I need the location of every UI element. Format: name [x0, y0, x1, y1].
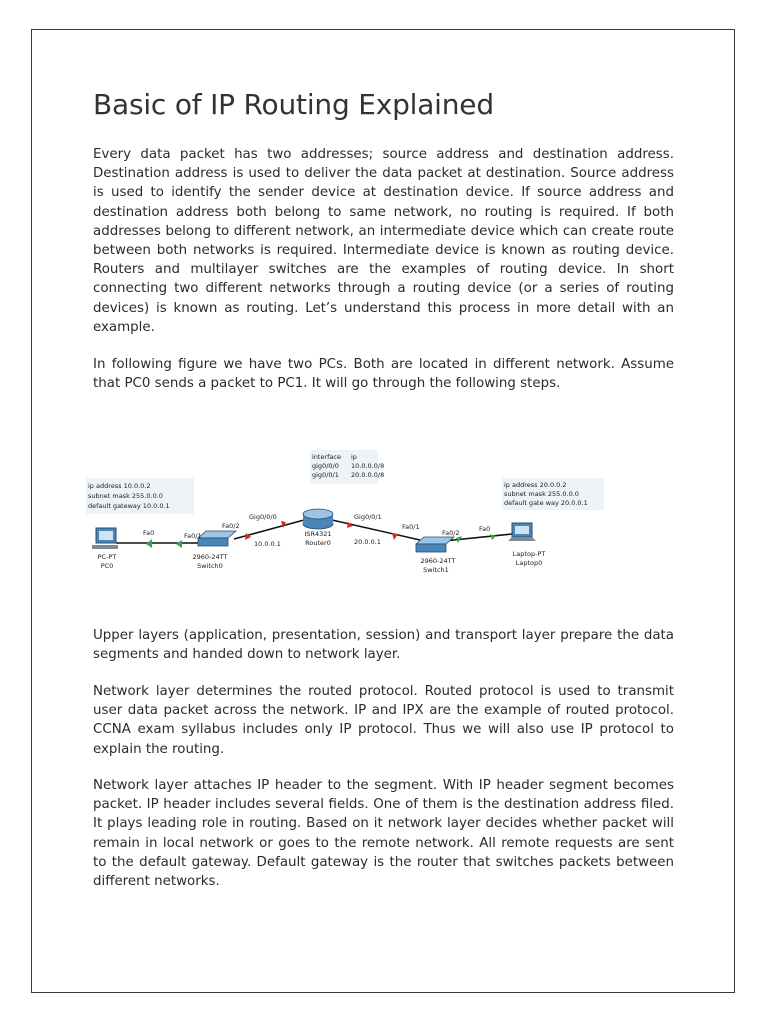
- link-status-up-icon: [176, 540, 182, 548]
- pc-config-ip: ip address 10.0.0.2: [88, 482, 151, 490]
- network-label-right: 20.0.0.1: [354, 538, 381, 546]
- switch0-icon: [198, 531, 236, 546]
- device-label-switch1-type: 2960-24TT: [420, 557, 456, 565]
- device-label-pc-name: PC0: [100, 562, 114, 570]
- page-title: Basic of IP Routing Explained: [93, 88, 494, 121]
- router-table-iface-1: gig0/0/0: [312, 462, 339, 470]
- port-label-laptop-fa0: Fa0: [479, 525, 491, 533]
- router-icon: [303, 509, 333, 529]
- router-table-ip-2: 20.0.0.0/8: [351, 471, 385, 479]
- network-diagram: [86, 448, 686, 580]
- paragraph-upper-layers: Upper layers (application, presentation, session) and transport layer prepare the data segments and handed down to network layer.: [93, 628, 674, 663]
- pc-config-gateway: default gateway 10.0.0.1: [88, 502, 170, 510]
- pc-icon: [92, 528, 118, 549]
- laptop-config-gateway: default gate way 20.0.0.1: [504, 499, 588, 507]
- network-label-left: 10.0.0.1: [254, 540, 281, 548]
- link-status-down-icon: [392, 533, 398, 540]
- device-label-pc-type: PC-PT: [97, 553, 117, 561]
- device-label-laptop-name: Laptop0: [515, 559, 543, 567]
- router-table-header-interface: interface: [312, 453, 341, 461]
- port-label-router-gig000: Gig0/0/0: [249, 513, 277, 521]
- laptop-config-box: [502, 478, 604, 510]
- port-label-sw0-fa01: Fa0/1: [184, 532, 202, 540]
- device-label-switch1-name: Switch1: [423, 566, 449, 574]
- laptop-config-ip: ip address 20.0.0.2: [504, 481, 567, 489]
- pc-config-box: [86, 478, 194, 514]
- link-switch0-router: [234, 520, 304, 539]
- paragraph-routed-protocol: Network layer determines the routed protocol. Routed protocol is used to transmit user data packet across the network. IP and IPX are the example of routed protocol. CCNA exam syllabus includes only IP protocol. Thus we will also use IP protocol to explain the routing.: [93, 684, 674, 757]
- router-table-iface-2: gig0/0/1: [312, 471, 339, 479]
- link-status-up-icon: [490, 534, 496, 540]
- device-label-router-type: ISR4321: [304, 530, 332, 538]
- port-label-sw1-fa02: Fa0/2: [442, 529, 460, 537]
- port-label-pc-fa0: Fa0: [143, 529, 155, 537]
- port-label-sw1-fa01: Fa0/1: [402, 523, 420, 531]
- port-label-sw0-fa02: Fa0/2: [222, 522, 240, 530]
- router-table-ip-1: 10.0.0.0/8: [351, 462, 385, 470]
- laptop-icon: [508, 523, 536, 541]
- router-table-header-ip: ip: [351, 453, 357, 461]
- paragraph-figure-intro: In following figure we have two PCs. Both are located in different network. Assume that PC0 sends a packet to PC1. It will go through the following steps.: [93, 357, 674, 392]
- switch1-icon: [416, 537, 454, 552]
- laptop-config-mask: subnet mask 255.0.0.0: [504, 490, 579, 498]
- device-label-switch0-type: 2960-24TT: [192, 553, 228, 561]
- router-interface-table: [310, 450, 384, 484]
- link-status-up-icon: [146, 539, 152, 548]
- device-label-laptop-type: Laptop-PT: [512, 550, 546, 558]
- port-label-router-gig001: Gig0/0/1: [354, 513, 382, 521]
- device-label-switch0-name: Switch0: [197, 562, 223, 570]
- pc-config-mask: subnet mask 255.0.0.0: [88, 492, 163, 500]
- device-label-router-name: Router0: [305, 539, 331, 547]
- paragraph-intro: Every data packet has two addresses; source address and destination address. Destination address is used to deliver the data packet at destination. Source address is used to identify the sender device at destination device. If source address and destination address both belong to same network, no routing is required. If both addresses belong to different network, an intermediate device which can create route between both networks is required. Intermediate device is known as routing device. Routers and multilayer switches are the examples of routing device. In short connecting two different networks through a routing device (or a series of routing devices) is known as routing. Let’s understand this process in more detail with an example.: [93, 147, 674, 335]
- paragraph-ip-header: Network layer attaches IP header to the segment. With IP header segment becomes packet. IP header includes several fields. One of them is the destination address filed. It plays leading role in routing. Based on it network layer decides whether packet will remain in local network or goes to the remote network. All remote requests are sent to the default gateway. Default gateway is the router that switches packets between different networks.: [93, 778, 674, 890]
